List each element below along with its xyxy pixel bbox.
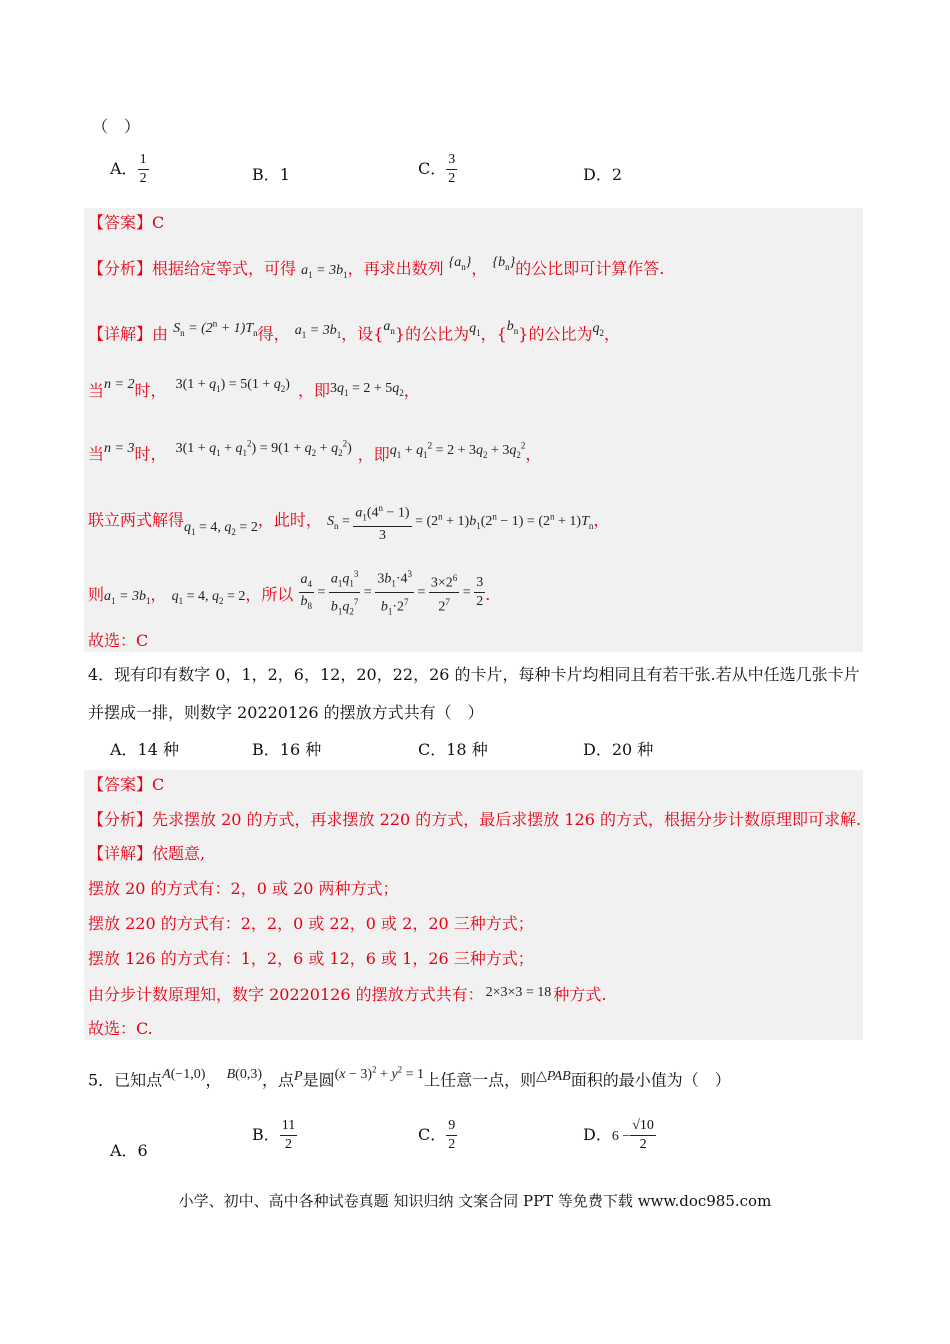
option-b-value: 1	[279, 165, 290, 184]
math-q-values-2: $q_1 = 4$, $q_2 = 2$	[171, 589, 246, 606]
analysis-text-1: 根据给定等式，可得	[152, 259, 297, 278]
q5-option-a: A．6	[110, 1141, 148, 1160]
q4-stem-2: 并摆成一排，则数字 20220126 的摆放方式共有（ ）	[88, 703, 484, 722]
q4-line-3: 摆放 126 的方式有：1，2，6 或 12，6 或 1，26 三种方式；	[88, 949, 534, 968]
case2-text-2: 时，	[134, 381, 167, 400]
option-d-label: D．	[583, 165, 612, 184]
math-point-p: P	[294, 1068, 303, 1084]
solve-text-3: ，	[593, 510, 610, 530]
q4-choose: 故选：C.	[88, 1019, 153, 1038]
math-case3-result: $q_1 + q_1^2 = 2 + 3q_2 + 3q_2^2$	[389, 440, 526, 460]
option-c	[418, 152, 457, 187]
math-seq-a: $\{a_n\}$	[448, 255, 472, 272]
answer-tag: 【答案】	[88, 213, 153, 232]
page-footer: 小学、初中、高中各种试卷真题 知识归纳 文案合同 PPT 等免费下载 www.doc985.com	[178, 1192, 772, 1210]
q5-option-b	[252, 1118, 297, 1153]
line4-text-1: 由分步计数原理知，数字 20220126 的摆放方式共有：	[88, 985, 484, 1004]
detail-tag: 【详解】	[88, 844, 153, 863]
case3-text-4: ，	[525, 444, 542, 464]
answer-value: C	[152, 213, 165, 232]
case2-text-4: ，	[403, 381, 420, 400]
detail-text-1: 由	[152, 324, 169, 344]
option-d	[583, 164, 622, 186]
math-case3-eq: $3(1 + q_1 + q_1^2) = 9(1 + q_2 + q_2^2)$	[175, 438, 352, 458]
math-point-b: B(0,3)	[226, 1066, 262, 1082]
math-point-a: A(−1,0)	[162, 1066, 206, 1082]
math-a1-eq-3b1: $a_1 = 3b_1$	[301, 263, 348, 280]
q5-option-d	[583, 1118, 656, 1153]
math-seq-b: $\{b_n\}$	[492, 255, 516, 272]
detail-text-5: ，{	[480, 324, 507, 344]
detail-text: 依题意,	[152, 844, 206, 863]
q3-solve-line	[88, 500, 609, 544]
q4-stem-1: 4．现有印有数字 0，1，2，6，12，20，22，26 的卡片，每种卡片均相同且有若干张.若从中任选几张卡片	[88, 665, 860, 684]
analysis-text: 先求摆放 20 的方式，再求摆放 220 的方式，最后求摆放 126 的方式，根据分步计数原理即可求解.	[152, 810, 862, 829]
q4-option-c: C．18 种	[418, 740, 488, 759]
then-text-2: ，	[150, 585, 167, 605]
math-bn: $b_n$	[506, 318, 519, 336]
math-n-eq-2: n = 2	[104, 377, 135, 392]
q4-option-b: B．16 种	[252, 740, 322, 759]
analysis-text-4: 的公比即可计算作答.	[515, 259, 665, 278]
q5-text-1: 5．已知点	[88, 1070, 163, 1090]
math-case2-eq: $3(1 + q_1) = 5(1 + q_2)$	[175, 377, 290, 394]
case3-text-2: 时，	[134, 444, 167, 464]
case3-text-1: 当	[88, 444, 105, 464]
q5-text-3: ，点	[261, 1070, 294, 1090]
math-circle: $(x - 3)^2 + y^2 = 1$	[334, 1064, 425, 1082]
q3-then-line	[88, 570, 490, 624]
analysis-tag: 【分析】	[88, 259, 153, 278]
q4-option-a: A．14 种	[110, 740, 180, 759]
option-d-fraction: $\frac{√10}{2}$	[632, 1118, 654, 1152]
q5-text-2: ，	[205, 1070, 222, 1090]
q4-analysis	[88, 809, 861, 831]
math-sn-expansion: $S_n$ = $\frac{a_1(4^n - 1)}{3}$ = $(2^n + 1)b_1(2^n - 1) = (2^n + 1)T_n$	[327, 514, 593, 529]
option-c-fraction: $\frac{9}{2}$	[448, 1118, 456, 1152]
q5-text-6: 面积的最小值为（ ）	[570, 1070, 731, 1090]
case2-text-1: 当	[88, 381, 105, 400]
q5-text-4: 是圆	[302, 1070, 335, 1090]
option-c-label: C．	[418, 159, 447, 178]
solve-text-1: 联立两式解得	[88, 510, 185, 530]
then-text-3: ，所以	[245, 585, 294, 605]
math-ratio-chain: $\frac{a_4}{b_8}$ = $\frac{a_1q_1^3}{b_1q_2^7}$ = $\frac{3b_1\cdot 4^3}{b_1\cdot 2^7}$ = $\frac{3\times 2^6}{2^7}$ = $\frac{3}{2}$	[299, 585, 486, 600]
q5-text-5: 上任意一点，则	[424, 1070, 537, 1090]
option-b-label: B．	[252, 1125, 280, 1144]
option-d-prefix: 6 −	[611, 1129, 631, 1144]
option-b	[252, 164, 290, 186]
math-a1-eq-3b1-2: $a_1 = 3b_1$	[294, 322, 342, 340]
math-product: 2×3×3 = 18	[485, 985, 552, 1000]
analysis-tag: 【分析】	[88, 810, 153, 829]
option-d-value: 2	[611, 165, 623, 184]
math-q-values: $q_1 = 4$, $q_2 = 2$	[184, 520, 258, 538]
q3-case-n3	[88, 440, 541, 471]
option-a	[110, 152, 149, 187]
q4-answer	[88, 774, 164, 796]
q3-detail-line-1	[88, 320, 620, 351]
math-a1-eq-3b1-3: $a_1 = 3b_1$	[104, 589, 151, 606]
q4-line-4	[88, 984, 606, 1008]
math-an: $a_n$	[383, 318, 395, 336]
detail-text-2: 得，	[257, 324, 290, 344]
detail-text-3: ，设{	[341, 324, 384, 344]
case3-text-3: ，即	[357, 444, 390, 464]
then-text-4: .	[485, 585, 491, 605]
solve-text-2: ，此时，	[257, 510, 322, 530]
then-text-1: 则	[88, 585, 105, 605]
option-a-label: A．	[110, 159, 138, 178]
math-sn-eq: $S_n = (2^n + 1)T_n$	[173, 318, 258, 338]
q4-option-d: D．20 种	[583, 740, 654, 759]
analysis-text-2: ，再求出数列	[347, 259, 444, 278]
analysis-text-3: ，	[471, 259, 488, 278]
q3-choose: 故选：C	[88, 631, 149, 650]
q3-analysis	[88, 255, 665, 286]
q5-stem	[88, 1066, 731, 1094]
option-c-fraction: $\frac{3}{2}$	[448, 152, 456, 186]
math-q1: $q_1$	[469, 320, 481, 338]
option-d-label: D．	[583, 1125, 612, 1144]
case2-text-3: ，即	[297, 381, 330, 400]
line4-text-2: 种方式.	[553, 985, 607, 1004]
answer-tag: 【答案】	[88, 775, 153, 794]
q4-line-2: 摆放 220 的方式有：2，2，0 或 22，0 或 2，20 三种方式；	[88, 914, 534, 933]
math-triangle-pab: △PAB	[536, 1068, 571, 1084]
detail-text-6: }的公比为	[518, 324, 593, 344]
detail-text-7: ，	[603, 324, 620, 344]
q4-line-1: 摆放 20 的方式有：2，0 或 20 两种方式；	[88, 879, 399, 898]
q3-case-n2	[88, 377, 420, 408]
math-n-eq-3: n = 3	[104, 440, 135, 456]
option-a-fraction: $\frac{1}{2}$	[139, 152, 147, 186]
math-case2-result: $3q_1 = 2 + 5q_2$	[329, 381, 404, 398]
option-c-label: C．	[418, 1125, 447, 1144]
answer-value: C	[152, 775, 165, 794]
question-paren: （ ）	[92, 117, 141, 136]
q4-detail	[88, 843, 205, 865]
option-b-label: B．	[252, 165, 280, 184]
q3-answer	[88, 212, 164, 234]
option-b-fraction: $\frac{11}{2}$	[281, 1118, 296, 1152]
math-q2: $q_2$	[592, 320, 604, 338]
q5-option-c	[418, 1118, 457, 1153]
detail-tag: 【详解】	[88, 324, 153, 344]
detail-text-4: }的公比为	[394, 324, 470, 344]
